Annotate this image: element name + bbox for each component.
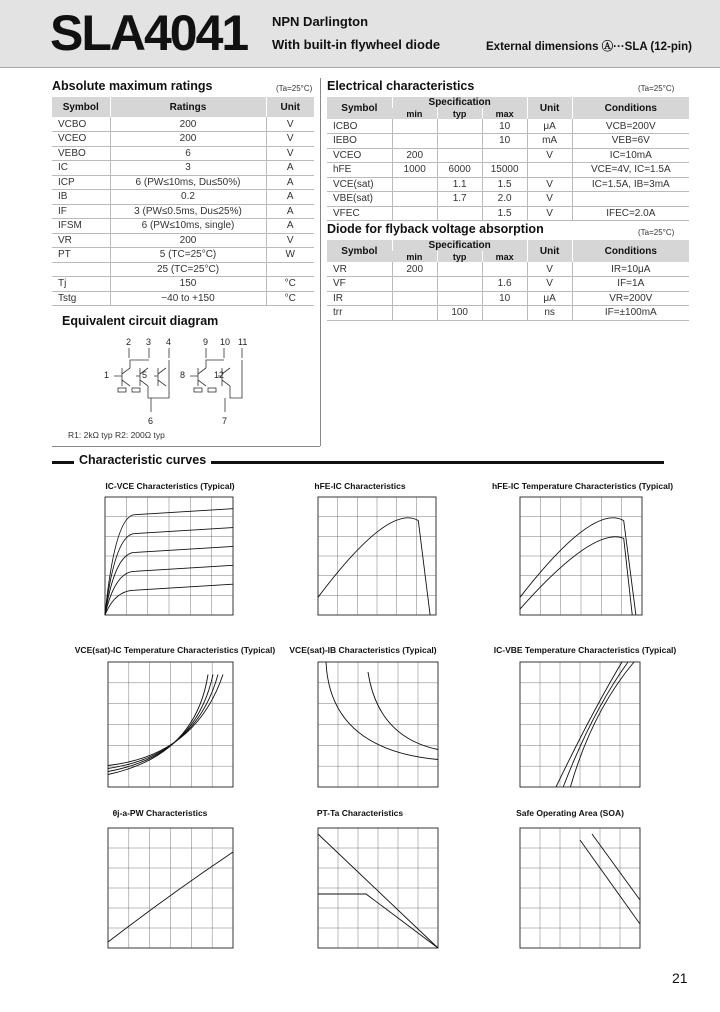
curve-title: θj-a-PW Characteristics — [112, 808, 208, 818]
elec-cell: V — [527, 192, 572, 207]
curve-title: VCE(sat)-IB Characteristics (Typical) — [289, 645, 437, 655]
elec-cell: V — [527, 206, 572, 221]
pin-label: 11 — [238, 337, 248, 347]
curve-title: PT-Ta Characteristics — [316, 808, 404, 818]
diode-header: Specification — [392, 240, 527, 251]
diode-cell: V — [527, 262, 572, 277]
elec-cell: 6000 — [437, 163, 482, 178]
diode-spec-typ: typ — [437, 251, 482, 262]
abs-cell: A — [266, 190, 314, 205]
diode-cell: V — [527, 277, 572, 292]
elec-cell: mA — [527, 134, 572, 149]
elec-title: Electrical characteristics — [327, 79, 475, 93]
elec-cell: V — [527, 177, 572, 192]
abs-cell: 3 — [110, 161, 266, 176]
abs-cell: −40 to +150 — [110, 291, 266, 306]
elec-header: Specification — [392, 97, 527, 108]
elec-cell: 1.1 — [437, 177, 482, 192]
pin-label: 12 — [214, 370, 225, 380]
diode-cell: VR=200V — [572, 291, 689, 306]
elec-cell: VFEC — [327, 206, 392, 221]
abs-cell: °C — [266, 291, 314, 306]
curve-line — [580, 840, 640, 924]
abs-cond: (Ta=25°C) — [276, 84, 313, 93]
abs-header: Symbol — [52, 97, 110, 117]
elec-cell: 2.0 — [482, 192, 527, 207]
abs-cell: IFSM — [52, 219, 110, 234]
diode-header: Unit — [527, 240, 572, 262]
diode-cell: 1.6 — [482, 277, 527, 292]
abs-cell: 200 — [110, 132, 266, 147]
abs-cell: IF — [52, 204, 110, 219]
curve-title: hFE-IC Characteristics — [314, 481, 406, 491]
abs-cell: V — [266, 117, 314, 132]
curves-title: Characteristic curves — [74, 453, 211, 467]
elec-cond: (Ta=25°C) — [638, 84, 675, 93]
elec-cell: VEB=6V — [572, 134, 689, 149]
page-number: 21 — [672, 970, 688, 986]
abs-cell: 0.2 — [110, 190, 266, 205]
diode-cell: IR — [327, 291, 392, 306]
pin-label: 6 — [148, 416, 154, 426]
diode-cell: μA — [527, 291, 572, 306]
diode-title: Diode for flyback voltage absorption — [327, 222, 544, 236]
curve-line — [108, 675, 213, 772]
diode-cell: 100 — [437, 306, 482, 321]
circuit-title: Equivalent circuit diagram — [62, 314, 219, 328]
abs-cell: 6 (PW≤10ms, single) — [110, 219, 266, 234]
pin-label: 1 — [104, 370, 110, 380]
abs-cell: A — [266, 161, 314, 176]
diode-header: Symbol — [327, 240, 392, 262]
abs-cell: 150 — [110, 277, 266, 292]
elec-cell: VCE(sat) — [327, 177, 392, 192]
curve-line — [368, 672, 438, 750]
elec-header: Conditions — [572, 97, 689, 119]
elec-cell: 1.5 — [482, 177, 527, 192]
elec-spec-typ: typ — [437, 108, 482, 119]
elec-cell: μA — [527, 119, 572, 134]
diode-cell: ns — [527, 306, 572, 321]
abs-cell: VEBO — [52, 146, 110, 161]
elec-cell: IC=10mA — [572, 148, 689, 163]
subtitle-feature: With built-in flywheel diode — [272, 37, 441, 52]
abs-cell: V — [266, 132, 314, 147]
elec-cell: 1000 — [392, 163, 437, 178]
curve-line — [108, 675, 218, 769]
abs-cell: ICP — [52, 175, 110, 190]
elec-cell: hFE — [327, 163, 392, 178]
abs-cell: 5 (TC=25°C) — [110, 248, 266, 263]
diode-cond: (Ta=25°C) — [638, 228, 675, 237]
abs-cell: °C — [266, 277, 314, 292]
curve-title: VCE(sat)-IC Temperature Characteristics (Typical) — [74, 645, 276, 655]
elec-cell: 10 — [482, 134, 527, 149]
abs-cell: V — [266, 233, 314, 248]
diode-cell: VF — [327, 277, 392, 292]
abs-title: Absolute maximum ratings — [52, 79, 213, 93]
curve-title: IC-VCE Characteristics (Typical) — [105, 481, 235, 491]
abs-cell: 200 — [110, 117, 266, 132]
curve-title: Safe Operating Area (SOA) — [516, 808, 624, 818]
abs-cell: Tj — [52, 277, 110, 292]
elec-cell: ICBO — [327, 119, 392, 134]
abs-cell: 6 — [110, 146, 266, 161]
elec-cell: V — [527, 148, 572, 163]
elec-header: Symbol — [327, 97, 392, 119]
pin-label: 5 — [142, 370, 148, 380]
elec-cell: 1.5 — [482, 206, 527, 221]
elec-cell: VCE=4V, IC=1.5A — [572, 163, 689, 178]
subtitle-type: NPN Darlington — [272, 14, 369, 29]
diode-cell: IF=1A — [572, 277, 689, 292]
abs-cell: 6 (PW≤10ms, Du≤50%) — [110, 175, 266, 190]
elec-spec-min: min — [392, 108, 437, 119]
elec-header: Unit — [527, 97, 572, 119]
elec-cell: VBE(sat) — [327, 192, 392, 207]
pin-label: 8 — [180, 370, 186, 380]
elec-cell: 10 — [482, 119, 527, 134]
pin-label: 3 — [146, 337, 152, 347]
curve-line — [318, 518, 430, 615]
diode-cell: trr — [327, 306, 392, 321]
diode-header: Conditions — [572, 240, 689, 262]
abs-cell: A — [266, 175, 314, 190]
part-number: SLA4041 — [50, 5, 248, 61]
abs-cell: VCBO — [52, 117, 110, 132]
elec-cell: 1.7 — [437, 192, 482, 207]
resistor-note: R1: 2kΩ typ R2: 200Ω typ — [68, 430, 165, 440]
curve-title: hFE-IC Temperature Characteristics (Typical) — [491, 481, 674, 491]
abs-cell: PT — [52, 248, 110, 263]
elec-cell: 15000 — [482, 163, 527, 178]
curve-title: IC-VBE Temperature Characteristics (Typical) — [493, 645, 677, 655]
pin-label: 10 — [220, 337, 231, 347]
external-dimensions: External dimensions Ⓐ···SLA (12-pin) — [486, 41, 692, 53]
diode-cell: IF=±100mA — [572, 306, 689, 321]
abs-cell: VR — [52, 233, 110, 248]
abs-cell: W — [266, 248, 314, 263]
diode-cell: VR — [327, 262, 392, 277]
pin-label: 2 — [126, 337, 132, 347]
abs-cell: V — [266, 146, 314, 161]
elec-cell: IEBO — [327, 134, 392, 149]
elec-cell: 200 — [392, 148, 437, 163]
abs-cell: IC — [52, 161, 110, 176]
elec-cell: IFEC=2.0A — [572, 206, 689, 221]
curve-line — [520, 518, 636, 615]
elec-cell: IC=1.5A, IB=3mA — [572, 177, 689, 192]
abs-cell: 200 — [110, 233, 266, 248]
abs-header: Ratings — [110, 97, 266, 117]
abs-cell: A — [266, 204, 314, 219]
abs-cell: 3 (PW≤0.5ms, Du≤25%) — [110, 204, 266, 219]
abs-cell: IB — [52, 190, 110, 205]
elec-cell: VCEO — [327, 148, 392, 163]
abs-cell: 25 (TC=25°C) — [110, 262, 266, 277]
pin-label: 7 — [222, 416, 228, 426]
pin-label: 9 — [203, 337, 209, 347]
pin-label: 4 — [166, 337, 172, 347]
elec-cell: VCB=200V — [572, 119, 689, 134]
elec-spec-max: max — [482, 108, 527, 119]
diode-spec-min: min — [392, 251, 437, 262]
abs-cell: A — [266, 219, 314, 234]
abs-cell: Tstg — [52, 291, 110, 306]
diode-cell: IR=10μA — [572, 262, 689, 277]
curve-line — [108, 675, 223, 766]
diode-spec-max: max — [482, 251, 527, 262]
abs-cell: VCEO — [52, 132, 110, 147]
diode-cell: 200 — [392, 262, 437, 277]
abs-header: Unit — [266, 97, 314, 117]
diode-cell: 10 — [482, 291, 527, 306]
